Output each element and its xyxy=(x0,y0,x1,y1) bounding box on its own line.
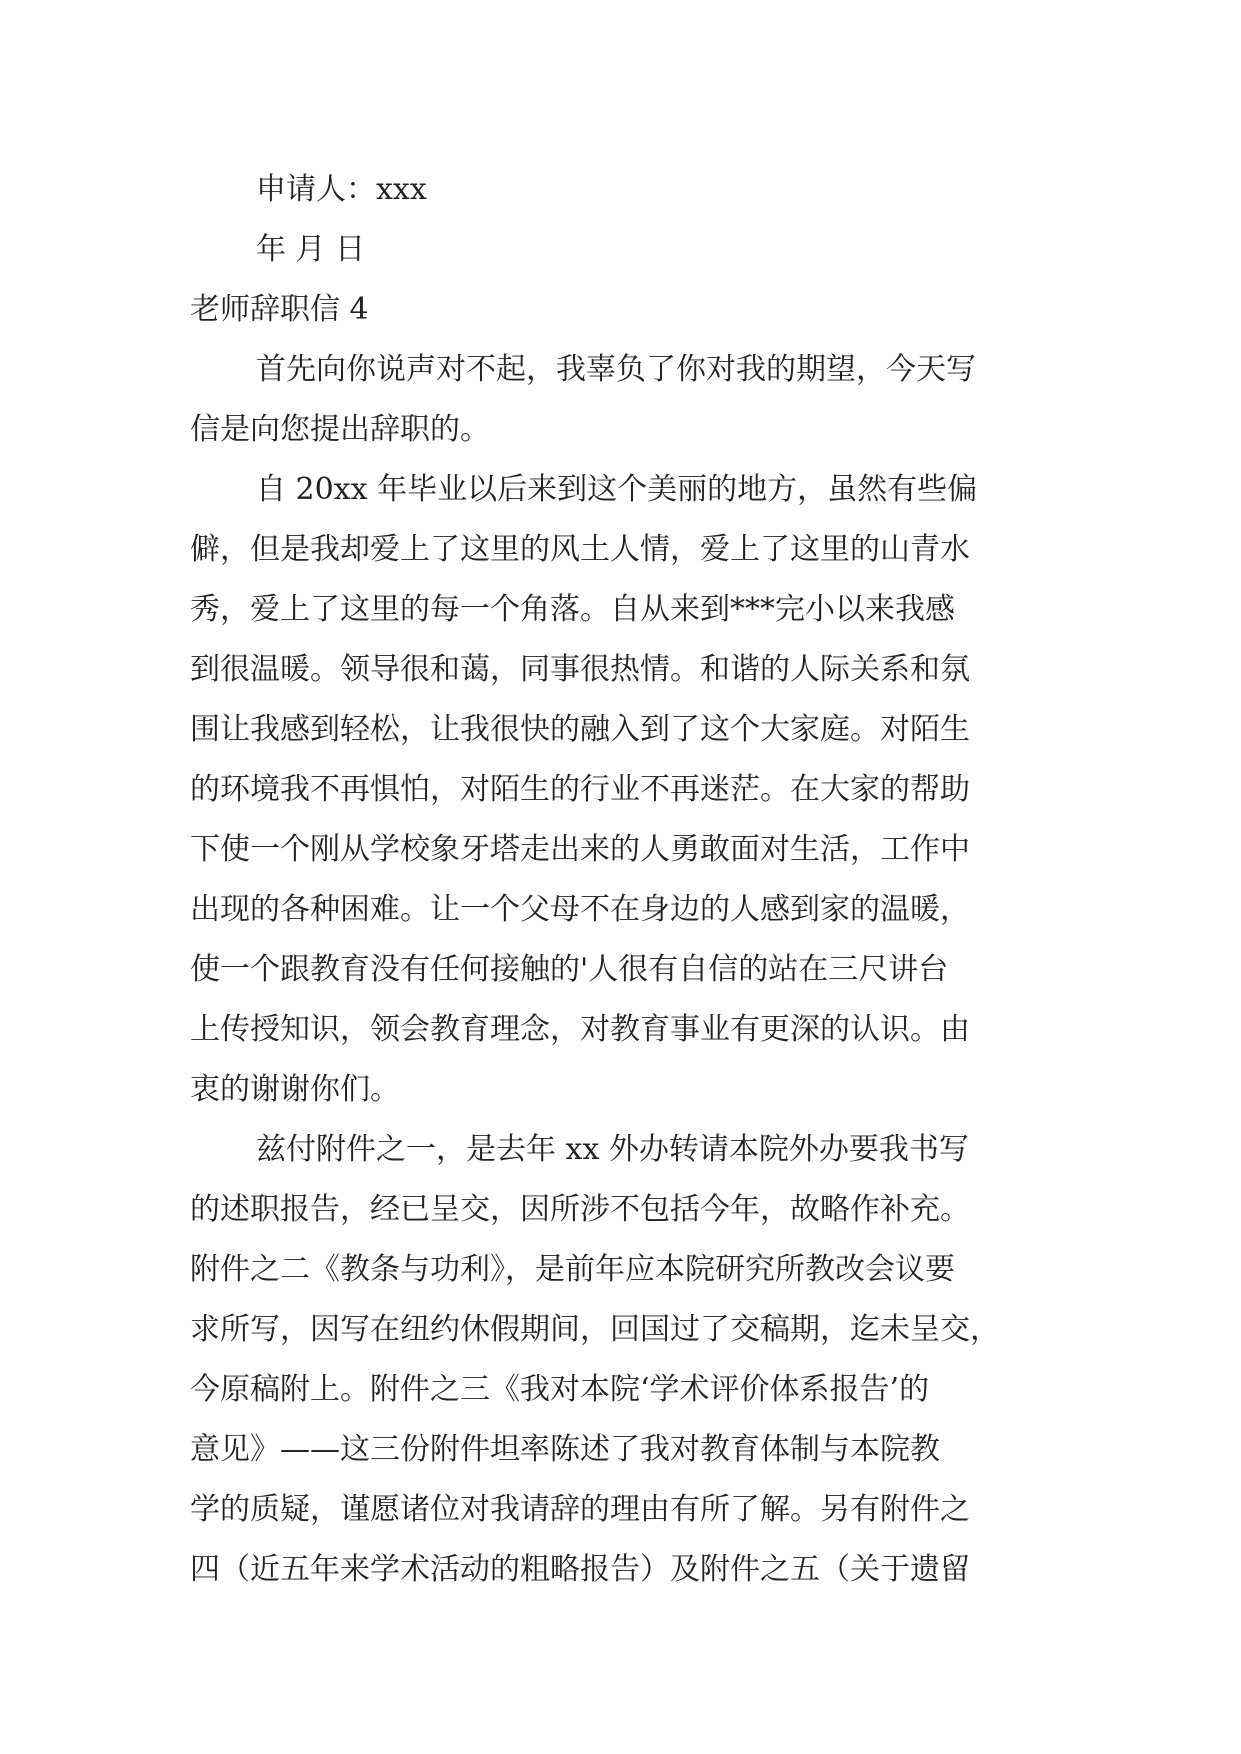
paragraph-line: 自 20xx 年毕业以后来到这个美丽的地方，虽然有些偏 xyxy=(256,472,978,507)
document-body xyxy=(190,160,1050,1600)
paragraph-line: 首先向你说声对不起，我辜负了你对我的期望，今天写 xyxy=(256,352,976,387)
paragraph-line: 今原稿附上。附件之三《我对本院‘学术评价体系报告’的 xyxy=(190,1372,930,1407)
paragraph-line: 四（近五年来学术活动的粗略报告）及附件之五（关于遗留 xyxy=(190,1552,970,1587)
paragraph-line: 意见》——这三份附件坦率陈述了我对教育体制与本院教 xyxy=(190,1432,940,1467)
paragraph-line: 下使一个刚从学校象牙塔走出来的人勇敢面对生活，工作中 xyxy=(190,832,970,867)
paragraph-line: 使一个跟教育没有任何接触的'人很有自信的站在三尺讲台 xyxy=(190,952,949,987)
paragraph-line: 兹付附件之一，是去年 xx 外办转请本院外办要我书写 xyxy=(256,1132,969,1167)
paragraph-line: 秀，爱上了这里的每一个角落。自从来到***完小以来我感 xyxy=(190,592,955,627)
section-title: 老师辞职信 4 xyxy=(190,292,369,327)
paragraph-1 xyxy=(190,340,1050,460)
paragraph-line: 信是向您提出辞职的。 xyxy=(190,412,490,447)
paragraph-line: 衷的谢谢你们。 xyxy=(190,1072,400,1107)
paragraph-line: 出现的各种困难。让一个父母不在身边的人感到家的温暖， xyxy=(190,892,970,927)
paragraph-line: 上传授知识，领会教育理念，对教育事业有更深的认识。由 xyxy=(190,1012,970,1047)
paragraph-line: 的述职报告，经已呈交，因所涉不包括今年，故略作补充。 xyxy=(190,1192,970,1227)
date-line: 年 月 日 xyxy=(256,232,366,267)
paragraph-2 xyxy=(190,460,1050,1120)
applicant-line: 申请人：xxx xyxy=(256,172,427,207)
paragraph-line: 围让我感到轻松，让我很快的融入到了这个大家庭。对陌生 xyxy=(190,712,970,747)
paragraph-line: 求所写，因写在纽约休假期间，回国过了交稿期，迄未呈交， xyxy=(190,1312,1000,1347)
paragraph-3 xyxy=(190,1120,1050,1600)
paragraph-line: 学的质疑，谨愿诸位对我请辞的理由有所了解。另有附件之 xyxy=(190,1492,970,1527)
paragraph-line: 到很温暖。领导很和蔼，同事很热情。和谐的人际关系和氛 xyxy=(190,652,970,687)
paragraph-line: 附件之二《教条与功利》，是前年应本院研究所教改会议要 xyxy=(190,1252,955,1287)
paragraph-line: 僻，但是我却爱上了这里的风土人情，爱上了这里的山青水 xyxy=(190,532,970,567)
paragraph-line: 的环境我不再惧怕，对陌生的行业不再迷茫。在大家的帮助 xyxy=(190,772,970,807)
